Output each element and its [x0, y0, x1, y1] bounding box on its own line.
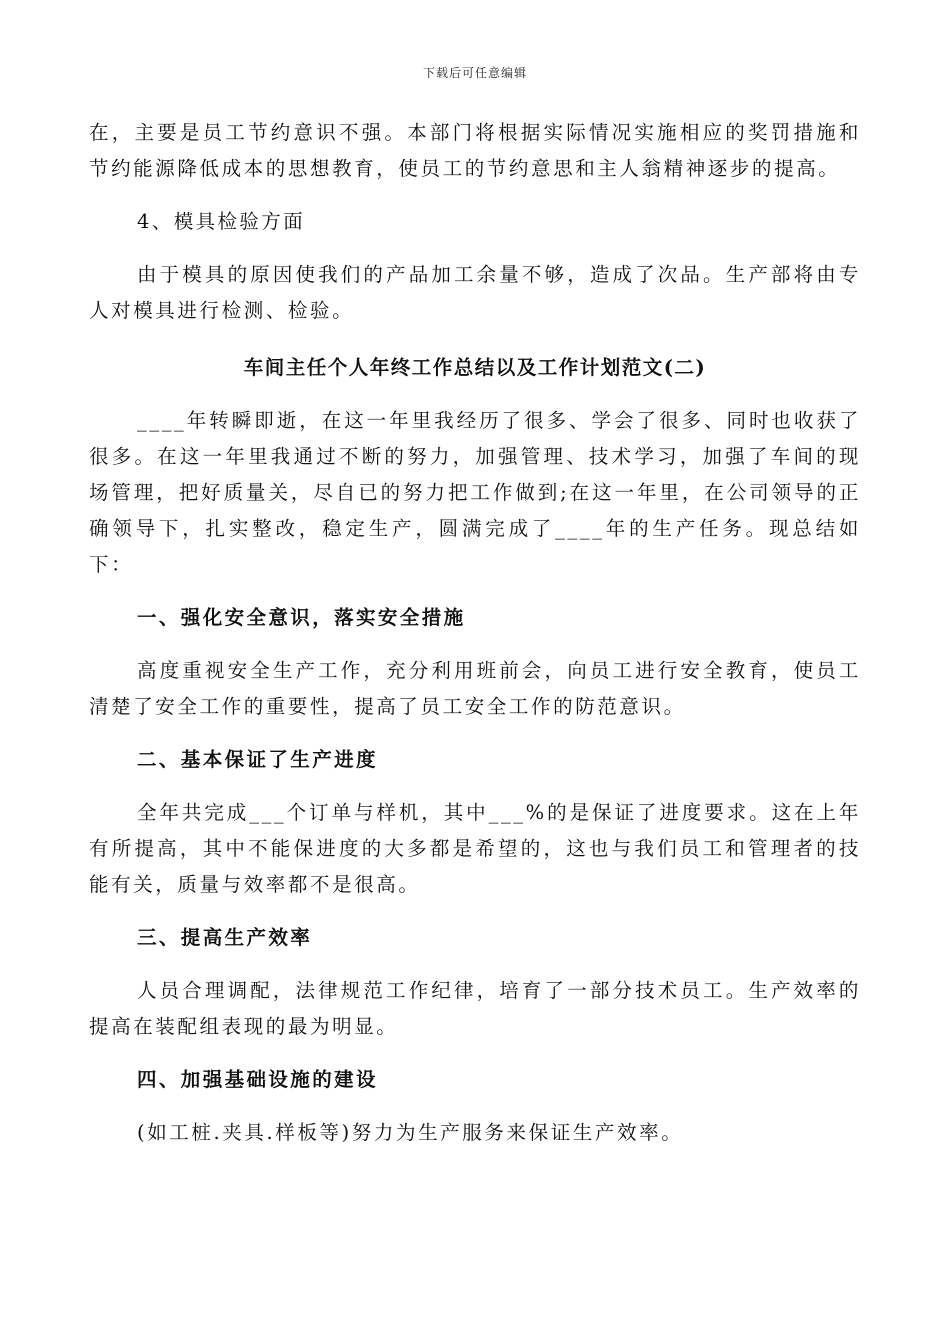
section-infrastructure: 四、加强基础设施的建设: [137, 1068, 378, 1091]
paragraph-energy-saving: 在，主要是员工节约意识不强。本部门将根据实际情况实施相应的奖罚措施和节约能源降低成本的思想教育，使员工的节约意思和主人翁精神逐步的提高。: [89, 121, 861, 180]
paragraph-safety: 高度重视安全生产工作，充分利用班前会，向员工进行安全教育，使员工清楚了安全工作的重要性，提高了员工安全工作的防范意识。: [89, 659, 861, 718]
paragraph-efficiency: 人员合理调配，法律规范工作纪律，培育了一部分技术员工。生产效率的提高在装配组表现的最为明显。: [89, 979, 861, 1038]
paragraph-intro: ____年转瞬即逝，在这一年里我经历了很多、学会了很多、同时也收获了很多。在这一年里我通过不断的努力，加强管理、技术学习，加强了车间的现场管理，把好质量关，尽自已的努力把工作做到;在这一年里，在公司领导的正确领导下，扎实整改，稳定生产，圆满完成了____年的生产任务。现总结如下：: [89, 409, 861, 576]
document-title: 车间主任个人年终工作总结以及工作计划范文(二): [243, 356, 707, 379]
section-mold-inspection: 4、模具检验方面: [137, 210, 306, 233]
paragraph-mold: 由于模具的原因使我们的产品加工余量不够，造成了次品。生产部将由专人对模具进行检测、检验。: [89, 263, 861, 322]
header-note: 下载后可任意编辑: [422, 66, 527, 80]
paragraph-infrastructure: (如工桩.夹具.样板等)努力为生产服务来保证生产效率。: [137, 1121, 684, 1144]
section-efficiency: 三、提高生产效率: [137, 926, 313, 949]
paragraph-progress: 全年共完成___个订单与样机，其中___%的是保证了进度要求。这在上年有所提高，其中不能保进度的大多都是希望的，这也与我们员工和管理者的技能有关，质量与效率都不是很高。: [89, 801, 861, 896]
section-safety: 一、强化安全意识，落实安全措施: [137, 606, 466, 629]
section-progress: 二、基本保证了生产进度: [137, 748, 378, 771]
document-body: [89, 115, 861, 1151]
